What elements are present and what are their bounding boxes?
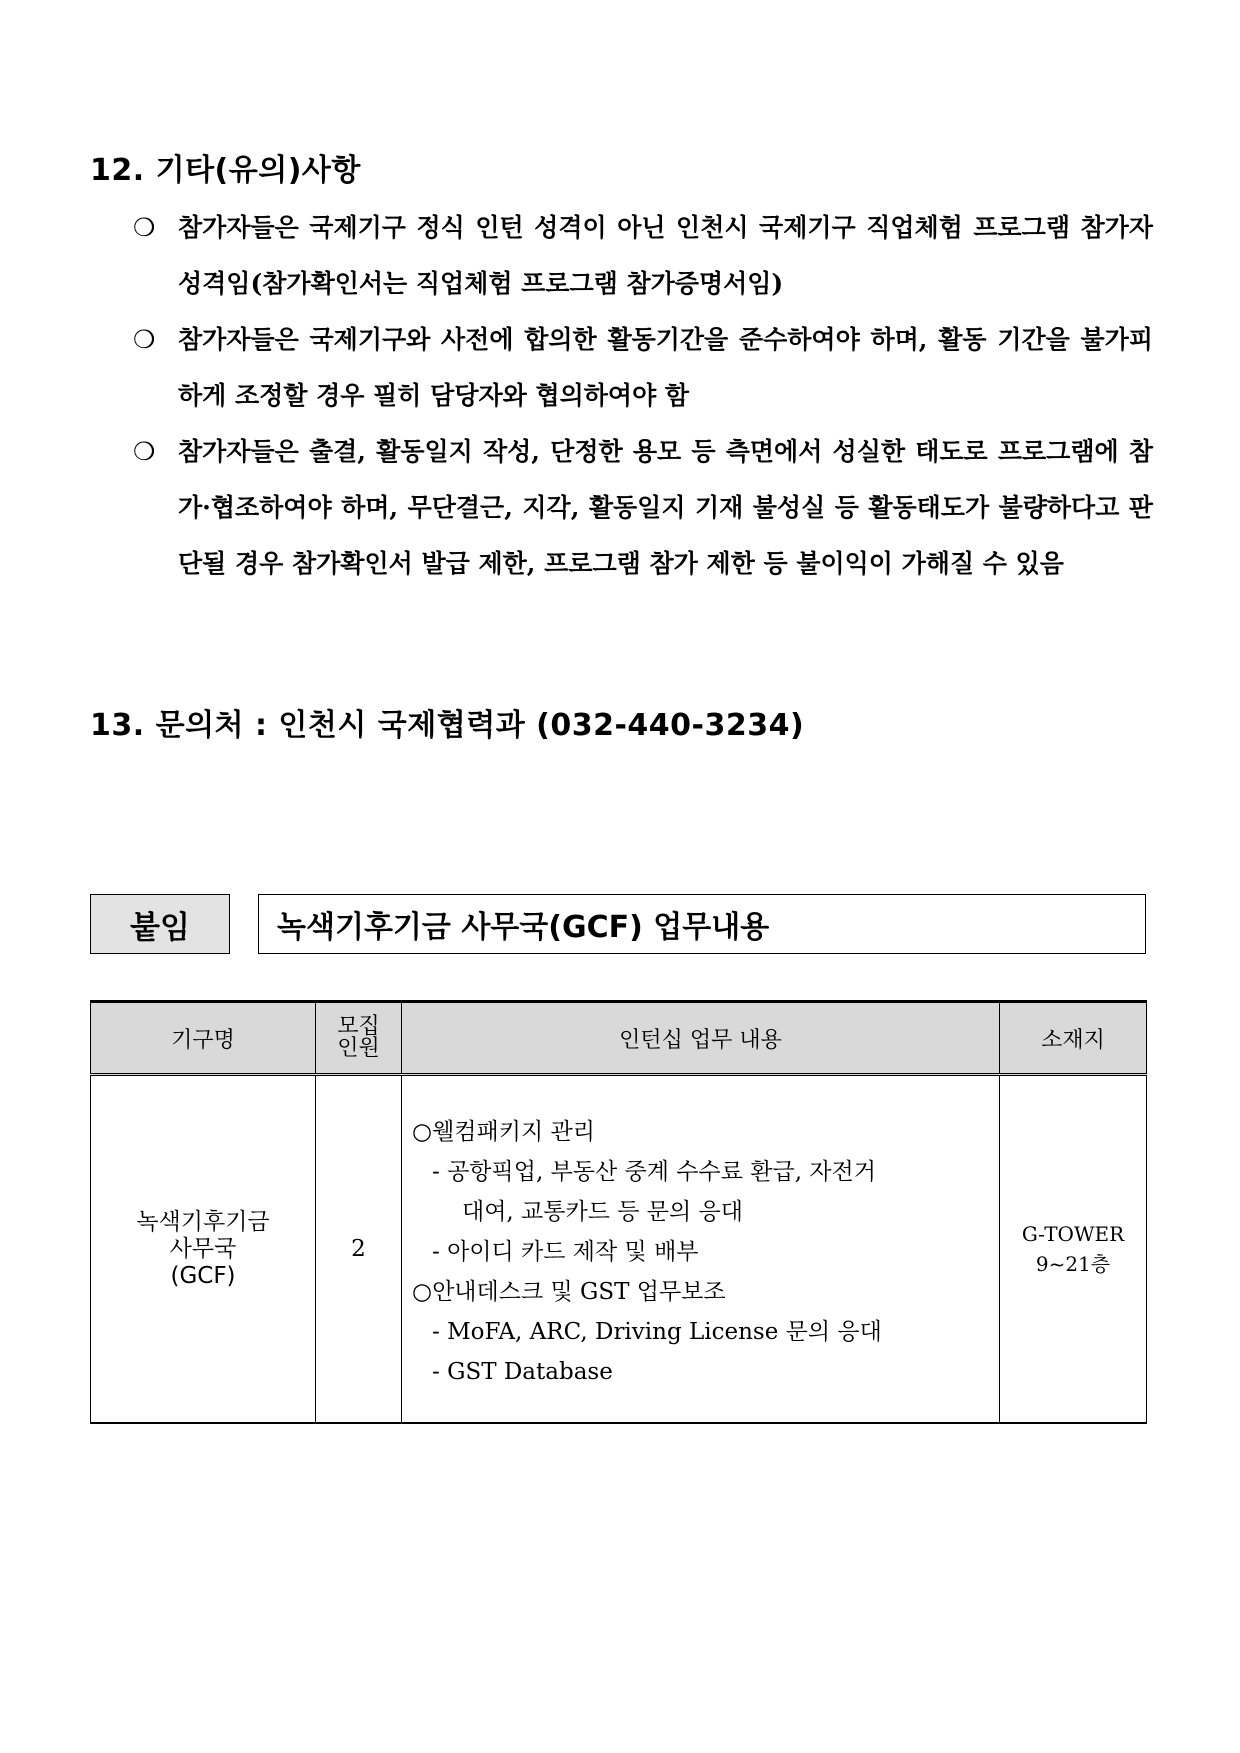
notice-list — [133, 200, 1153, 592]
circle-bullet-icon: ❍ — [133, 325, 156, 354]
duty-line: - MoFA, ARC, Driving License 문의 응대 — [432, 1319, 882, 1345]
duty-line: ○안내데스크 및 GST 업무보조 — [412, 1279, 726, 1305]
list-item — [133, 200, 1153, 312]
org-name-line3: (GCF) — [170, 1262, 236, 1289]
header-location: 소재지 — [1000, 1002, 1147, 1075]
header-duties: 인턴십 업무 내용 — [402, 1002, 1000, 1075]
cell-org — [91, 1075, 316, 1424]
header-count — [316, 1002, 402, 1075]
cell-duties — [402, 1075, 1000, 1424]
notice-text: 참가자들은 출결, 활동일지 작성, 단정한 용모 등 측면에서 성실한 태도로 프로그램에 참가·협조하여야 하며, 무단결근, 지각, 활동일지 기재 불성실 등 활동태도가 불량하다고 판단될 경우 참가확인서 발급 제한, 프로그램 참가 제한 등 불이익이 가해질 수 있음 — [178, 437, 1153, 578]
cell-location — [1000, 1075, 1147, 1424]
header-count-line2: 인원 — [337, 1036, 380, 1061]
table-header-row — [91, 1002, 1147, 1075]
header-count-line1: 모집 — [337, 1014, 380, 1039]
org-name-line2: 사무국 — [169, 1235, 237, 1262]
duty-line: - 아이디 카드 제작 및 배부 — [432, 1239, 699, 1265]
notice-text: 참가자들은 국제기구 정식 인턴 성격이 아닌 인천시 국제기구 직업체험 프로그램 참가자 성격임(참가확인서는 직업체험 프로그램 참가증명서임) — [178, 213, 1153, 298]
table-row — [91, 1075, 1147, 1424]
duty-line: - 공항픽업, 부동산 중계 수수료 환급, 자전거 — [432, 1159, 876, 1185]
duty-line: - GST Database — [432, 1359, 613, 1385]
list-item — [133, 312, 1153, 424]
attachment-title: 녹색기후기금 사무국(GCF) 업무내용 — [258, 894, 1146, 954]
notice-text: 참가자들은 국제기구와 사전에 합의한 활동기간을 준수하여야 하며, 활동 기간을 불가피하게 조정할 경우 필히 담당자와 협의하여야 함 — [178, 325, 1153, 410]
circle-bullet-icon: ❍ — [133, 213, 156, 242]
duty-line: ○웰컴패키지 관리 — [412, 1119, 595, 1145]
list-item — [133, 424, 1153, 592]
location-line1: G-TOWER — [1021, 1222, 1125, 1246]
header-org: 기구명 — [91, 1002, 316, 1075]
location-line2: 9~21층 — [1035, 1252, 1111, 1276]
duty-line: 대여, 교통카드 등 문의 응대 — [462, 1199, 743, 1225]
section-12-heading: 12. 기타(유의)사항 — [90, 153, 361, 188]
internship-table — [90, 1000, 1147, 1424]
cell-count: 2 — [316, 1075, 402, 1424]
org-name-line1: 녹색기후기금 — [136, 1208, 270, 1235]
circle-bullet-icon: ❍ — [133, 437, 156, 466]
section-13-heading: 13. 문의처 : 인천시 국제협력과 (032-440-3234) — [90, 708, 805, 743]
attachment-label: 붙임 — [90, 894, 230, 954]
